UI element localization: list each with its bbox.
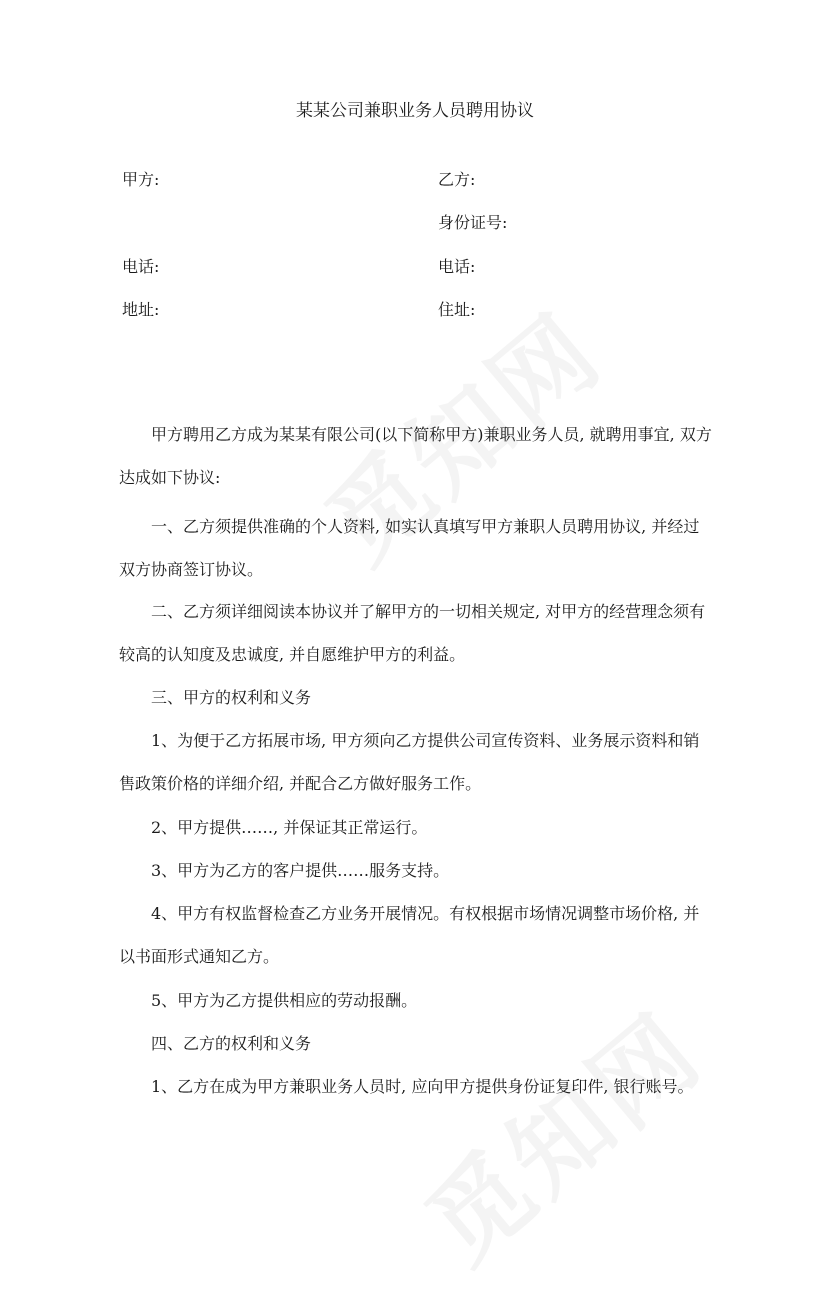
party-b-name-label: 乙方:	[438, 170, 476, 189]
section-heading-party-a: 三、甲方的权利和义务	[151, 688, 312, 707]
document-title: 某某公司兼职业务人员聘用协议	[296, 101, 534, 121]
party-a-address-label: 地址:	[122, 300, 160, 319]
party-a-name-label: 甲方:	[122, 170, 160, 189]
party-b-id-label: 身份证号:	[438, 213, 508, 232]
paragraph-a-item-4: 4、甲方有权监督检查乙方业务开展情况。有权根据市场情况调整市场价格, 并以书面形式通知乙方。	[119, 904, 700, 966]
party-a-phone-label: 电话:	[122, 257, 160, 276]
paragraph-a-item-2: 2、甲方提供……, 并保证其正常运行。	[151, 818, 428, 837]
party-b-phone-label: 电话:	[438, 257, 476, 276]
paragraph-a-item-5: 5、甲方为乙方提供相应的劳动报酬。	[151, 991, 418, 1010]
section-heading-party-b: 四、乙方的权利和义务	[151, 1034, 312, 1053]
paragraph-a-item-3: 3、甲方为乙方的客户提供……服务支持。	[151, 861, 450, 880]
paragraph-b-item-1: 1、乙方在成为甲方兼职业务人员时, 应向甲方提供身份证复印件, 银行账号。	[151, 1077, 694, 1096]
paragraph-intro: 甲方聘用乙方成为某某有限公司(以下简称甲方)兼职业务人员, 就聘用事宜, 双方达成如下协议:	[119, 425, 712, 487]
paragraph-clause-2: 二、乙方须详细阅读本协议并了解甲方的一切相关规定, 对甲方的经营理念须有较高的认知度及忠诚度, 并自愿维护甲方的利益。	[119, 602, 706, 664]
party-b-address-label: 住址:	[438, 300, 476, 319]
paragraph-clause-1: 一、乙方须提供准确的个人资料, 如实认真填写甲方兼职人员聘用协议, 并经过双方协商签订协议。	[119, 517, 700, 579]
paragraph-a-item-1: 1、为便于乙方拓展市场, 甲方须向乙方提供公司宣传资料、业务展示资料和销售政策价格的详细介绍, 并配合乙方做好服务工作。	[119, 731, 700, 793]
